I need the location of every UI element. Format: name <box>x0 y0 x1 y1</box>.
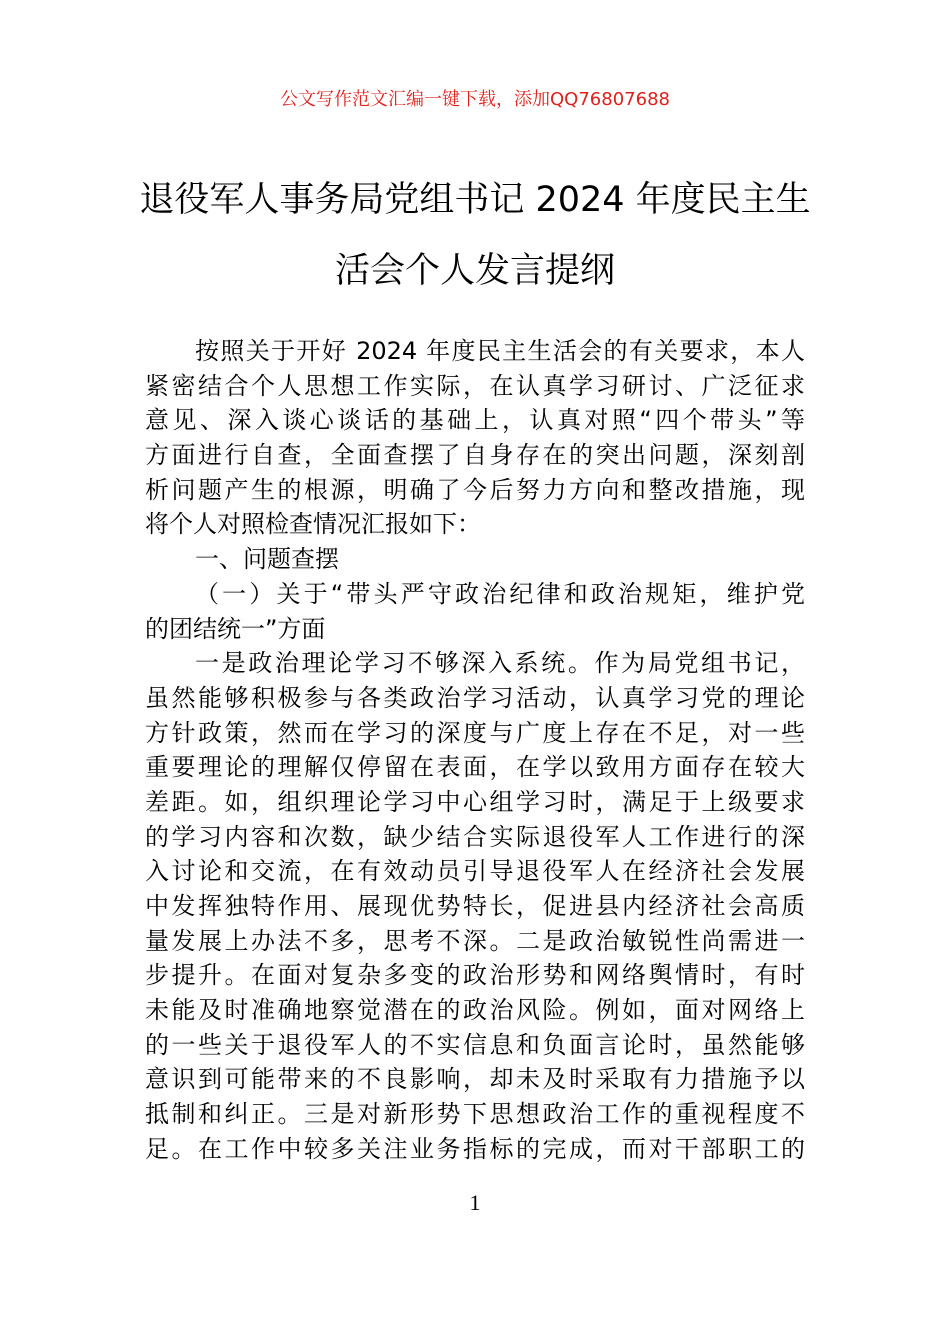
paragraph-line: 量发展上办法不多，思考不深。二是政治敏锐性尚需进一 <box>145 926 805 955</box>
paragraph-line: 步提升。在面对复杂多变的政治形势和网络舆情时，有时 <box>145 961 805 990</box>
paragraph-line: （一）关于“带头严守政治纪律和政治规矩，维护党 <box>195 579 805 608</box>
paragraph-line: 抵制和纠正。三是对新形势下思想政治工作的重视程度不 <box>145 1100 805 1129</box>
paragraph-line: 入讨论和交流，在有效动员引导退役军人在经济社会发展 <box>145 857 805 886</box>
paragraph-line: 足。在工作中较多关注业务指标的完成，而对干部职工的 <box>145 1134 805 1163</box>
document-title-line-1: 退役军人事务局党组书记 2024 年度民主生 <box>139 180 811 220</box>
paragraph-line: 重要理论的理解仅停留在表面，在学以致用方面存在较大 <box>145 753 805 782</box>
paragraph-line: 意识到可能带来的不良影响，却未及时采取有力措施予以 <box>145 1065 805 1094</box>
paragraph-line: 差距。如，组织理论学习中心组学习时，满足于上级要求 <box>145 787 805 816</box>
paragraph-line: 按照关于开好 2024 年度民主生活会的有关要求，本人 <box>195 337 805 365</box>
paragraph-line: 的团结统一”方面 <box>145 614 326 643</box>
paragraph-line: 紧密结合个人思想工作实际，在认真学习研讨、广泛征求 <box>145 371 805 400</box>
document-body <box>145 334 805 1167</box>
paragraph-line: 方针政策，然而在学习的深度与广度上存在不足，对一些 <box>145 718 805 747</box>
paragraph-line: 将个人对照检查情况汇报如下： <box>145 510 481 539</box>
paragraph-line: 一、问题查摆 <box>195 545 339 574</box>
document-title-line-2: 活会个人发言提纲 <box>334 251 615 291</box>
page-number: 1 <box>469 1190 481 1215</box>
paragraph-line: 意见、深入谈心谈话的基础上，认真对照“四个带头”等 <box>145 406 805 435</box>
paragraph-line: 的学习内容和次数，缺少结合实际退役军人工作进行的深 <box>145 822 805 851</box>
paragraph-line: 析问题产生的根源，明确了今后努力方向和整改措施，现 <box>145 475 805 504</box>
paragraph-line: 未能及时准确地察觉潜在的政治风险。例如，面对网络上 <box>145 996 805 1025</box>
paragraph-line: 一是政治理论学习不够深入系统。作为局党组书记， <box>195 649 805 678</box>
paragraph-line: 虽然能够积极参与各类政治学习活动，认真学习党的理论 <box>145 683 805 712</box>
paragraph-line: 中发挥独特作用、展现优势特长，促进县内经济社会高质 <box>145 892 805 920</box>
paragraph-line: 的一些关于退役军人的不实信息和负面言论时，虽然能够 <box>145 1030 805 1059</box>
paragraph-line: 方面进行自查，全面查摆了自身存在的突出问题，深刻剖 <box>145 441 805 470</box>
download-banner: 公文写作范文汇编一键下载，添加QQ76807688 <box>280 89 670 110</box>
